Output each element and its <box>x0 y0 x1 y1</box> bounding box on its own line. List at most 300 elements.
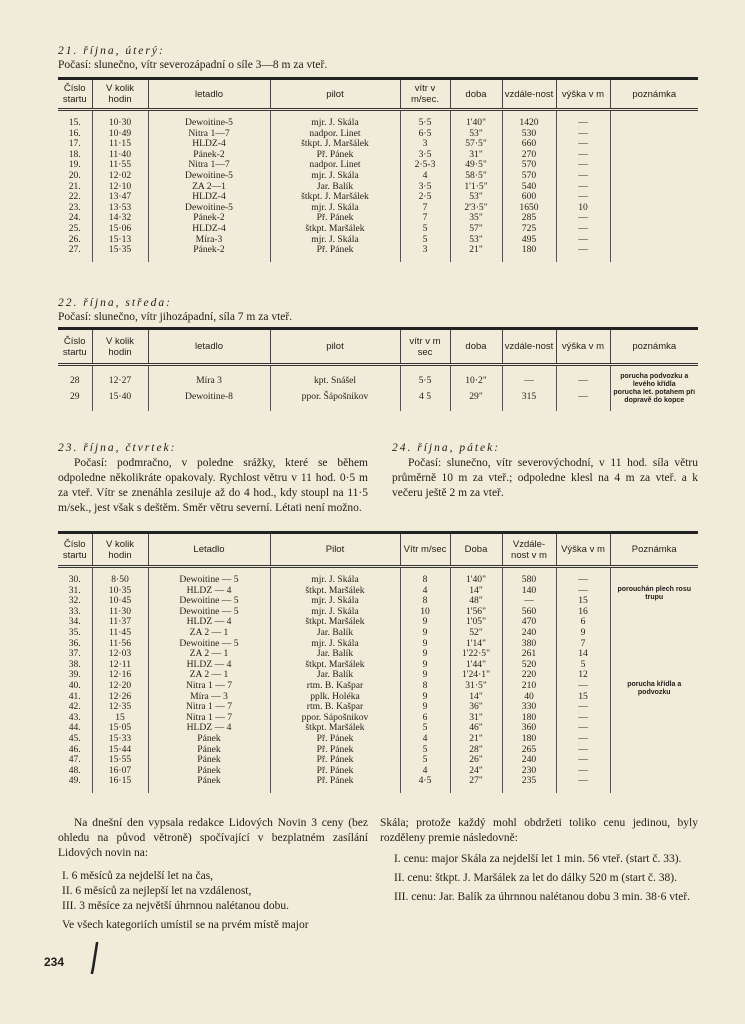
cell-distance: 570 <box>502 171 556 182</box>
cell-wind: 7 <box>400 213 450 224</box>
cell-altitude: 5 <box>556 660 610 671</box>
cell-start-time: 12·16 <box>92 670 148 681</box>
cell-start-number: 49. <box>68 776 81 787</box>
cell-distance: 240 <box>502 628 556 639</box>
cell-aircraft: Pánek <box>148 734 270 745</box>
cell-distance: — <box>502 596 556 607</box>
cell-altitude: 15 <box>556 692 610 703</box>
cell-start-number: 34. <box>68 617 81 628</box>
table-row <box>58 235 698 246</box>
cell-note <box>610 680 698 696</box>
cell-duration: 48" <box>450 596 502 607</box>
table-header-row <box>58 79 698 110</box>
cell-pilot: mjr. J. Skála <box>270 567 400 586</box>
cell-note <box>610 745 698 756</box>
cell-start-time: 15·44 <box>92 745 148 756</box>
header-altitude: výška v m <box>556 79 610 110</box>
cell-duration: 46" <box>450 723 502 734</box>
cell-duration: 49·5" <box>450 160 502 171</box>
section-date: 23. října, čtvrtek: <box>58 442 177 454</box>
cell-note <box>610 734 698 745</box>
cell-duration: 24" <box>450 766 502 777</box>
cell-aircraft: Dewoitine-8 <box>148 389 270 411</box>
cell-note <box>610 670 698 681</box>
cell-wind: 5 <box>400 723 450 734</box>
table-row <box>58 182 698 193</box>
cell-start-time: 11·45 <box>92 628 148 639</box>
table-row <box>58 660 698 671</box>
cell-note <box>610 723 698 734</box>
table-row <box>58 150 698 161</box>
cell-pilot: štkpt. Maršálek <box>270 723 400 734</box>
cell-duration: 1'1·5" <box>450 182 502 193</box>
cell-start-number: 27. <box>68 245 81 256</box>
cell-aircraft: Dewoitine — 5 <box>148 607 270 618</box>
cell-distance: 725 <box>502 224 556 235</box>
cell-pilot: štkpt. Maršálek <box>270 586 400 597</box>
cell-distance: 330 <box>502 702 556 713</box>
cell-pilot: mjr. J. Skála <box>270 203 400 214</box>
cell-note <box>610 245 698 262</box>
cell-pilot: štkpt. J. Maršálek <box>270 192 400 203</box>
cell-wind: 3·5 <box>400 182 450 193</box>
table-header-row <box>58 329 698 365</box>
cell-duration: 31" <box>450 713 502 724</box>
cell-note <box>610 607 698 618</box>
cell-start-number: 18. <box>68 149 81 160</box>
prize-outro: Ve všech kategoriích umístil se na prvém místě major <box>62 919 309 931</box>
cell-start-number: 39. <box>68 670 81 681</box>
table-row <box>58 755 698 766</box>
cell-altitude: 10 <box>556 203 610 214</box>
cell-altitude: — <box>556 139 610 150</box>
cell-start-number: 15. <box>68 117 81 128</box>
table-row <box>58 670 698 681</box>
header-duration: doba <box>450 329 502 365</box>
cell-wind: 8 <box>400 567 450 586</box>
cell-altitude: — <box>556 734 610 745</box>
cell-duration: 21" <box>450 245 502 262</box>
cell-altitude: — <box>556 245 610 262</box>
cell-start-time: 16·15 <box>92 776 148 793</box>
cell-duration: 1'05" <box>450 617 502 628</box>
cell-note <box>610 766 698 777</box>
cell-note <box>610 755 698 766</box>
cell-wind: 5 <box>400 755 450 766</box>
cell-start-number: 32. <box>68 596 81 607</box>
cell-note <box>610 585 698 601</box>
section-weather: Počasí: slunečno, vítr jihozápadní, síla 7 m za vteř. <box>58 311 293 323</box>
cell-aircraft: HLDZ — 4 <box>148 660 270 671</box>
cell-wind: 3·5 <box>400 150 450 161</box>
table-note: porucha křídla a podvozku <box>627 680 682 696</box>
cell-altitude: — <box>556 224 610 235</box>
cell-start-time: 11·56 <box>92 639 148 650</box>
cell-aircraft: Dewoitine-5 <box>148 203 270 214</box>
cell-distance: 180 <box>502 245 556 262</box>
prize-award: III. cenu: Jar. Balík za úhrnnou nalétanou dobu 3 min. 38·6 vteř. <box>394 891 691 903</box>
pencil-mark-icon <box>88 942 102 974</box>
cell-pilot: Př. Pánek <box>270 734 400 745</box>
cell-aircraft: Pánek <box>148 745 270 756</box>
cell-altitude: — <box>556 365 610 390</box>
cell-start-time: 10·35 <box>92 586 148 597</box>
table-row <box>58 745 698 756</box>
cell-start-time: 10·49 <box>92 129 148 140</box>
cell-altitude: 9 <box>556 628 610 639</box>
cell-note <box>610 567 698 586</box>
cell-wind: 9 <box>400 702 450 713</box>
cell-start-time: 11·40 <box>92 150 148 161</box>
header-note: poznámka <box>610 329 698 365</box>
cell-duration: 52" <box>450 628 502 639</box>
cell-note <box>610 713 698 724</box>
cell-wind: 2·5-3 <box>400 160 450 171</box>
cell-pilot: nadpor. Linet <box>270 129 400 140</box>
cell-aircraft: Pánek-2 <box>148 213 270 224</box>
cell-altitude: — <box>556 755 610 766</box>
cell-distance: 285 <box>502 213 556 224</box>
cell-altitude: — <box>556 182 610 193</box>
cell-start-number: 21. <box>68 181 81 192</box>
cell-duration: 35" <box>450 213 502 224</box>
cell-pilot: Př. Pánek <box>270 745 400 756</box>
cell-distance: 230 <box>502 766 556 777</box>
header-aircraft: letadlo <box>148 79 270 110</box>
cell-note <box>610 160 698 171</box>
cell-distance: 495 <box>502 235 556 246</box>
cell-pilot: Př. Pánek <box>270 776 400 793</box>
prize-award: II. cenu: štkpt. J. Maršálek za let do dálky 520 m (start č. 38). <box>394 872 677 884</box>
cell-distance: 40 <box>502 692 556 703</box>
cell-altitude: — <box>556 171 610 182</box>
cell-aircraft: ZA 2 — 1 <box>148 670 270 681</box>
cell-wind: 5 <box>400 745 450 756</box>
cell-distance: 140 <box>502 586 556 597</box>
cell-start-number: 16. <box>68 128 81 139</box>
table-row <box>58 607 698 618</box>
cell-altitude: 6 <box>556 617 610 628</box>
prize-award: I. cenu: major Skála za nejdelší let 1 min. 56 vteř. (start č. 33). <box>394 853 682 865</box>
cell-wind: 4 <box>400 171 450 182</box>
cell-duration: 1'40" <box>450 110 502 129</box>
cell-aircraft: ZA 2—1 <box>148 182 270 193</box>
cell-aircraft: Nitra 1 — 7 <box>148 713 270 724</box>
table-row <box>58 586 698 597</box>
cell-start-time: 12·11 <box>92 660 148 671</box>
cell-pilot: kpt. Snášel <box>270 365 400 390</box>
prize-intro: Na dnešní den vypsala redakce Lidových Novin 3 ceny (bez ohledu na původ větroně) spočívající v bezplatném zasílání Lidových novin na: <box>58 817 368 859</box>
cell-start-number: 29 <box>69 390 80 402</box>
cell-altitude: — <box>556 129 610 140</box>
cell-note <box>610 660 698 671</box>
cell-distance: 180 <box>502 734 556 745</box>
cell-start-number: 40. <box>68 680 81 691</box>
table-row <box>58 628 698 639</box>
cell-wind: 4·5 <box>400 776 450 793</box>
cell-duration: 36" <box>450 702 502 713</box>
cell-duration: 1'24·1" <box>450 670 502 681</box>
header-aircraft: Letadlo <box>148 533 270 567</box>
cell-pilot: Př. Pánek <box>270 245 400 262</box>
cell-start-number: 28 <box>69 374 80 386</box>
cell-aircraft: Dewoitine-5 <box>148 110 270 129</box>
cell-duration: 31" <box>450 150 502 161</box>
cell-altitude: — <box>556 586 610 597</box>
cell-start-time: 15 <box>92 713 148 724</box>
section-weather: Počasí: slunečno, vítr severovýchodní, v 11 hod. síla větru průměrně 10 m za vteř.; odpoledne klesl na 4 m za vteř. a k večeru ještě 2 m za vteř. <box>392 457 698 499</box>
cell-aircraft: Pánek <box>148 766 270 777</box>
table-row <box>58 649 698 660</box>
cell-distance: — <box>502 365 556 390</box>
cell-altitude: 16 <box>556 607 610 618</box>
cell-altitude: — <box>556 776 610 793</box>
cell-aircraft: Pánek <box>148 776 270 793</box>
cell-distance: 315 <box>502 389 556 411</box>
cell-note <box>610 150 698 161</box>
cell-wind: 4 <box>400 766 450 777</box>
cell-altitude: — <box>556 110 610 129</box>
cell-start-number: 33. <box>68 606 81 617</box>
cell-note <box>610 139 698 150</box>
header-distance: vzdále-nost <box>502 329 556 365</box>
header-altitude: Výška v m <box>556 533 610 567</box>
cell-wind: 9 <box>400 692 450 703</box>
cell-distance: 570 <box>502 160 556 171</box>
cell-distance: 1650 <box>502 203 556 214</box>
cell-wind: 7 <box>400 203 450 214</box>
table-row <box>58 713 698 724</box>
cell-note <box>610 203 698 214</box>
cell-pilot: ppor. Šápošnikov <box>270 389 400 411</box>
cell-note <box>610 182 698 193</box>
cell-wind: 2·5 <box>400 192 450 203</box>
cell-start-number: 45. <box>68 733 81 744</box>
table-row <box>58 365 698 390</box>
cell-duration: 53" <box>450 129 502 140</box>
cell-start-time: 15·05 <box>92 723 148 734</box>
header-pilot: pilot <box>270 329 400 365</box>
header-duration: doba <box>450 79 502 110</box>
cell-start-time: 8·50 <box>92 567 148 586</box>
cell-start-time: 12·10 <box>92 182 148 193</box>
table-row <box>58 723 698 734</box>
cell-aircraft: HLDZ-4 <box>148 192 270 203</box>
cell-pilot: Př. Pánek <box>270 755 400 766</box>
flight-table-22 <box>58 327 698 411</box>
prize-distribution-intro: Skála; protože každý mohl obdržeti toliko cenu jedinou, byly rozděleny premie následovně: <box>380 817 698 844</box>
cell-pilot: štkpt. Maršálek <box>270 224 400 235</box>
header-distance: vzdále-nost <box>502 79 556 110</box>
cell-pilot: mjr. J. Skála <box>270 596 400 607</box>
cell-duration: 29" <box>450 389 502 411</box>
cell-aircraft: Nitra 1—7 <box>148 160 270 171</box>
cell-note: porucha podvozku a levého křídla <box>610 365 698 390</box>
cell-distance: 220 <box>502 670 556 681</box>
cell-start-time: 12·35 <box>92 702 148 713</box>
cell-duration: 31·5" <box>450 681 502 692</box>
cell-distance: 180 <box>502 713 556 724</box>
cell-altitude: — <box>556 713 610 724</box>
prize-item: II. 6 měsíců za nejlepší let na vzdálenost, <box>62 885 252 897</box>
cell-pilot: rtm. B. Kašpar <box>270 702 400 713</box>
cell-altitude: — <box>556 192 610 203</box>
cell-start-time: 11·15 <box>92 139 148 150</box>
header-start-number: Číslo startu <box>62 538 87 561</box>
cell-duration: 1'56" <box>450 607 502 618</box>
cell-wind: 6·5 <box>400 129 450 140</box>
cell-altitude: — <box>556 702 610 713</box>
cell-aircraft: Nitra 1—7 <box>148 129 270 140</box>
cell-distance: 270 <box>502 150 556 161</box>
cell-note <box>610 617 698 628</box>
prize-item: III. 3 měsíce za největší úhrnnou nalétanou dobu. <box>62 900 290 912</box>
cell-altitude: — <box>556 745 610 756</box>
table-row <box>58 203 698 214</box>
cell-pilot: ppor. Šápošnikov <box>270 713 400 724</box>
cell-start-time: 11·55 <box>92 160 148 171</box>
section-23-header <box>58 441 368 516</box>
cell-wind: 9 <box>400 670 450 681</box>
cell-aircraft: Míra-3 <box>148 235 270 246</box>
cell-start-time: 11·30 <box>92 607 148 618</box>
cell-start-time: 13·47 <box>92 192 148 203</box>
cell-pilot: štkpt. Maršálek <box>270 660 400 671</box>
header-wind: vítr v m sec <box>400 329 450 365</box>
cell-wind: 4 <box>400 586 450 597</box>
cell-duration: 1'14" <box>450 639 502 650</box>
cell-distance: 380 <box>502 639 556 650</box>
cell-aircraft: Míra 3 <box>148 365 270 390</box>
flight-table-21 <box>58 77 698 262</box>
cell-note <box>610 628 698 639</box>
cell-start-number: 24. <box>68 213 81 224</box>
cell-pilot: mjr. J. Skála <box>270 639 400 650</box>
table-row <box>58 639 698 650</box>
section-weather: Počasí: podmračno, v poledne srážky, které se během odpoledne několikráte opakovaly. Rychlost větru v 11 hod. 0·5 m za vteř. Vítr se znenáhla zesiluje až do 4 hod., kdy stoupl na 11·5 m/sek., jest však s deštěm. Směr větru severní. Létati není možno. <box>58 457 368 514</box>
cell-altitude: 7 <box>556 639 610 650</box>
cell-aircraft: Pánek-2 <box>148 245 270 262</box>
cell-duration: 53" <box>450 192 502 203</box>
cell-altitude: — <box>556 766 610 777</box>
cell-start-number: 36. <box>68 638 81 649</box>
cell-start-time: 12·20 <box>92 681 148 692</box>
cell-duration: 53" <box>450 235 502 246</box>
cell-distance: 530 <box>502 129 556 140</box>
cell-duration: 14" <box>450 692 502 703</box>
cell-altitude: — <box>556 389 610 411</box>
cell-aircraft: Dewoitine — 5 <box>148 596 270 607</box>
table-row <box>58 734 698 745</box>
cell-wind: 4 <box>400 734 450 745</box>
cell-distance: 240 <box>502 755 556 766</box>
cell-aircraft: Dewoitine-5 <box>148 171 270 182</box>
cell-start-number: 47. <box>68 755 81 766</box>
cell-start-number: 22. <box>68 192 81 203</box>
cell-aircraft: Nitra 1 — 7 <box>148 702 270 713</box>
header-wind: vítr v m/sec. <box>400 79 450 110</box>
cell-start-time: 13·53 <box>92 203 148 214</box>
cell-aircraft: HLDZ — 4 <box>148 617 270 628</box>
table-row <box>58 389 698 411</box>
header-aircraft: letadlo <box>148 329 270 365</box>
section-21-header <box>58 44 698 72</box>
table-row <box>58 766 698 777</box>
cell-start-number: 46. <box>68 744 81 755</box>
cell-wind: 10 <box>400 607 450 618</box>
cell-note <box>610 192 698 203</box>
cell-start-time: 11·37 <box>92 617 148 628</box>
header-start-number: Číslo startu <box>62 335 87 358</box>
cell-note: porucha let. potahem při dopravě do kopce <box>610 389 698 411</box>
cell-start-time: 12·27 <box>92 365 148 390</box>
cell-pilot: Př. Pánek <box>270 213 400 224</box>
cell-wind: 9 <box>400 660 450 671</box>
footer-left-text <box>58 816 368 933</box>
cell-pilot: mjr. J. Skála <box>270 607 400 618</box>
cell-wind: 5·5 <box>400 365 450 390</box>
cell-pilot: Jar. Balík <box>270 182 400 193</box>
cell-distance: 580 <box>502 567 556 586</box>
header-pilot: pilot <box>270 79 400 110</box>
cell-aircraft: Dewoitine — 5 <box>148 639 270 650</box>
cell-altitude: — <box>556 723 610 734</box>
cell-pilot: Př. Pánek <box>270 766 400 777</box>
table-row <box>58 129 698 140</box>
cell-start-time: 16·07 <box>92 766 148 777</box>
cell-aircraft: ZA 2 — 1 <box>148 649 270 660</box>
cell-duration: 1'40" <box>450 567 502 586</box>
cell-start-number: 44. <box>68 723 81 734</box>
cell-altitude: — <box>556 160 610 171</box>
cell-note <box>610 110 698 129</box>
cell-aircraft: HLDZ-4 <box>148 139 270 150</box>
table-row <box>58 245 698 262</box>
section-date: 22. října, středa: <box>58 297 172 309</box>
cell-start-number: 48. <box>68 765 81 776</box>
cell-wind: 9 <box>400 617 450 628</box>
cell-duration: 2'3·5" <box>450 203 502 214</box>
cell-start-time: 15·55 <box>92 755 148 766</box>
header-wind: Vítr m/sec <box>400 533 450 567</box>
page-number: 234 <box>44 955 65 969</box>
table-row <box>58 224 698 235</box>
cell-duration: 57·5" <box>450 139 502 150</box>
section-24-header <box>392 441 698 501</box>
cell-altitude: — <box>556 150 610 161</box>
cell-pilot: rtm. B. Kašpar <box>270 681 400 692</box>
header-start-time: V kolik hodin <box>92 533 148 567</box>
cell-start-number: 25. <box>68 223 81 234</box>
cell-wind: 5 <box>400 235 450 246</box>
cell-distance: 210 <box>502 681 556 692</box>
cell-start-number: 41. <box>68 691 81 702</box>
cell-start-number: 19. <box>68 160 81 171</box>
table-row <box>58 160 698 171</box>
cell-start-time: 15·06 <box>92 224 148 235</box>
header-altitude: výška v m <box>556 329 610 365</box>
cell-aircraft: ZA 2 — 1 <box>148 628 270 639</box>
cell-pilot: mjr. J. Skála <box>270 171 400 182</box>
cell-wind: 8 <box>400 681 450 692</box>
cell-wind: 3 <box>400 245 450 262</box>
cell-distance: 600 <box>502 192 556 203</box>
cell-aircraft: HLDZ — 4 <box>148 586 270 597</box>
cell-start-number: 38. <box>68 659 81 670</box>
header-pilot: Pilot <box>270 533 400 567</box>
cell-start-time: 15·40 <box>92 389 148 411</box>
cell-note <box>610 639 698 650</box>
